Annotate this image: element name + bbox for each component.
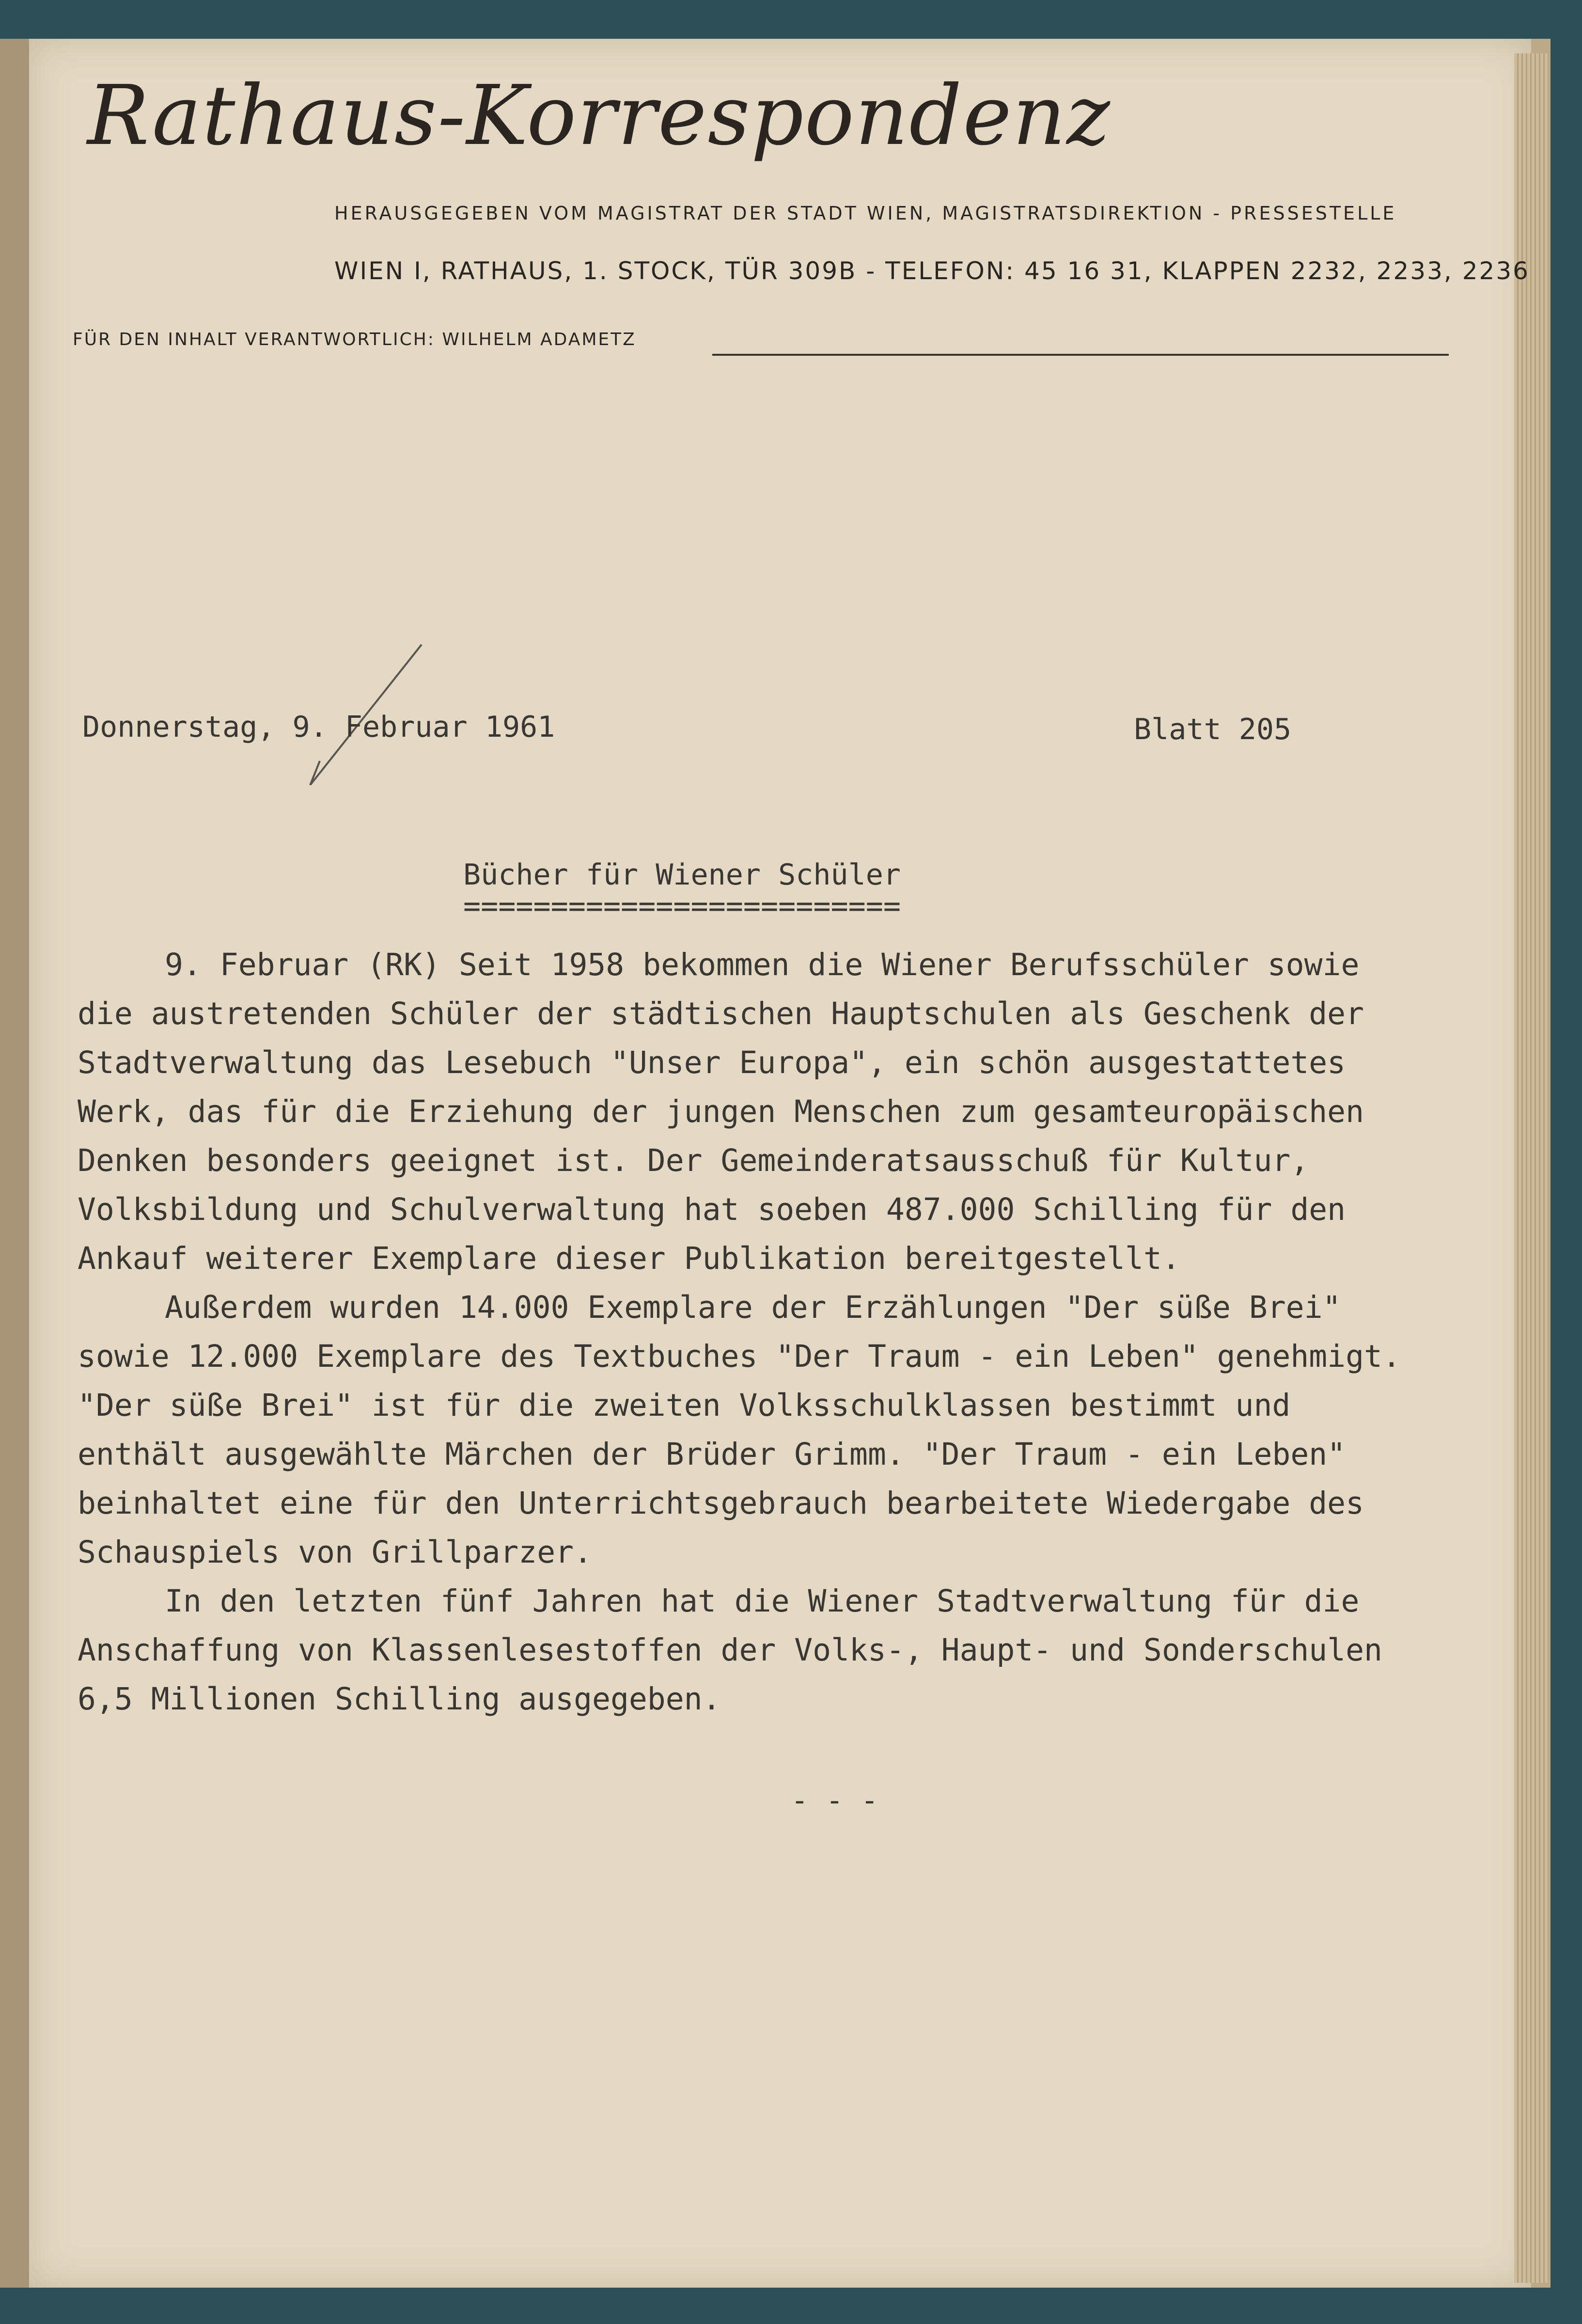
- paragraph: 9. Februar (RK) Seit 1958 bekommen die Wiener Berufsschüler sowie die austretenden Schüler der städtischen Hauptschulen als Geschenk der Stadtverwaltung das Lesebuch "Unser Europa", ein schön ausgestattetes Werk, das für die Erziehung der jungen Menschen zum gesamteuropäischen Denken besonders geeignet ist. Der Gemeinderatsausschuß für Kultur, Volksbildung und Schulverwaltung hat soeben 487.000 Schilling für den Ankauf weiterer Exemplare dieser Publikation bereitgestellt.: [78, 947, 1364, 1276]
- dateline: Donnerstag, 9. Februar 1961: [82, 710, 555, 744]
- address-line: WIEN I, RATHAUS, 1. STOCK, TÜR 309B - TELEFON: 45 16 31, KLAPPEN 2232, 2233, 2236: [334, 257, 1530, 285]
- paragraph: Außerdem wurden 14.000 Exemplare der Erzählungen "Der süße Brei" sowie 12.000 Exemplare des Textbuches "Der Traum - ein Leben" genehmigt. "Der süße Brei" ist für die zweiten Volksschulklassen bestimmt und enthält ausgewählte Märchen der Brüder Grimm. "Der Traum - ein Leben" beinhaltet eine für den Unterrichtsgebrauch bearbeitete Wiedergabe des Schauspiels von Grillparzer.: [78, 1290, 1401, 1570]
- header-rule: [712, 354, 1449, 356]
- book-binding: [0, 39, 29, 2288]
- article-title: Bücher für Wiener Schüler: [463, 858, 901, 892]
- closing-mark: - - -: [791, 1784, 878, 1818]
- masthead-title: Rathaus-Korrespondenz: [87, 68, 1111, 164]
- title-underline: =========================: [463, 889, 901, 923]
- responsible-line: FÜR DEN INHALT VERANTWORTLICH: WILHELM ADAMETZ: [73, 330, 636, 349]
- paragraph: In den letzten fünf Jahren hat die Wiener Stadtverwaltung für die Anschaffung von Klassenlesestoffen der Volks-, Haupt- und Sonderschulen 6,5 Millionen Schilling ausgegeben.: [78, 1583, 1382, 1717]
- page-edges: [1514, 53, 1548, 2283]
- sheet-number: Blatt 205: [1134, 712, 1292, 746]
- article-body: [78, 940, 1429, 1723]
- publisher-line: HERAUSGEGEBEN VOM MAGISTRAT DER STADT WIEN, MAGISTRATSDIREKTION - PRESSESTELLE: [334, 203, 1397, 224]
